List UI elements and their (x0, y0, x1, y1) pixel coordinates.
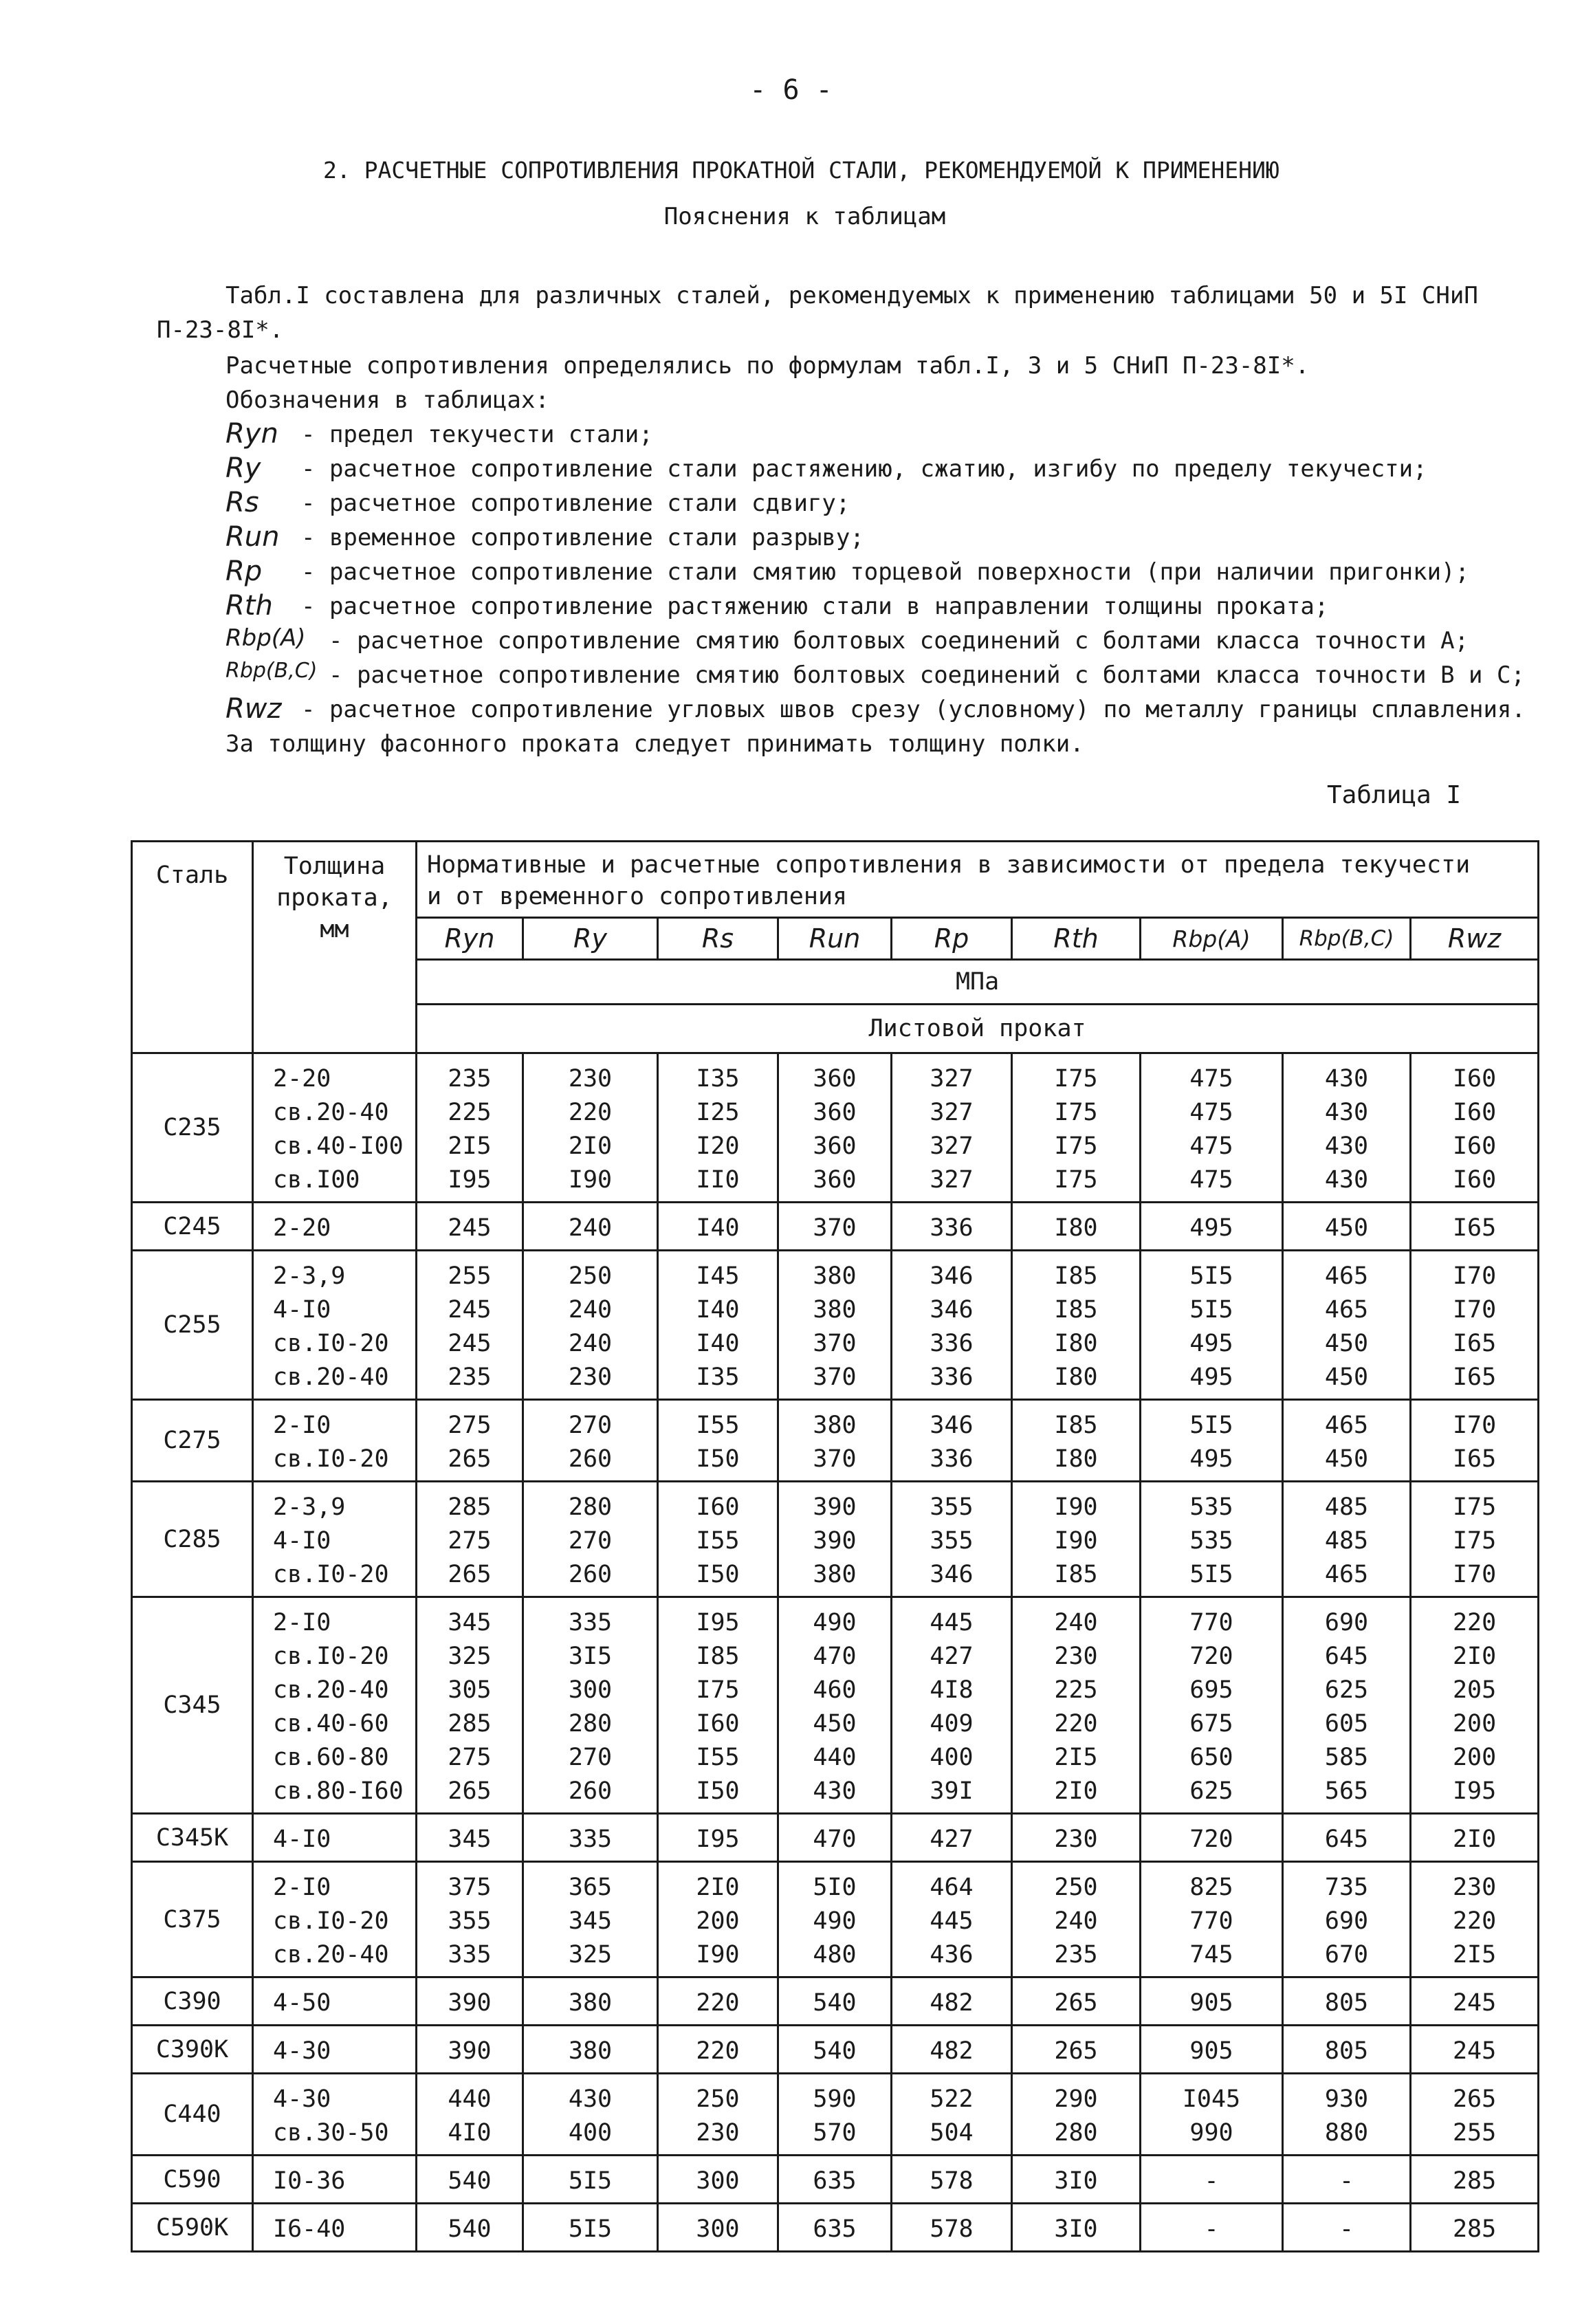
value-rs: I40 (658, 1203, 778, 1251)
value-rbp-bc: 465 450 (1283, 1400, 1411, 1482)
value-rth: 250 240 235 (1012, 1862, 1141, 1977)
legend-symbol: Ry (226, 452, 261, 484)
steel-grade: С590 (132, 2156, 253, 2204)
value-rbp-a: 475 475 475 475 (1141, 1053, 1283, 1203)
value-rth: 3I0 (1012, 2204, 1141, 2252)
table-row (132, 1203, 1539, 1251)
section-heading: 2. РАСЧЕТНЫЕ СОПРОТИВЛЕНИЯ ПРОКАТНОЙ СТАЛИ, РЕКОМЕНДУЕМОЙ К ПРИМЕНЕНИЮ (323, 157, 1279, 184)
legend-symbol: Rth (226, 590, 273, 622)
thickness-range: 2-3,9 4-I0 св.I0-20 (253, 1482, 417, 1597)
value-ryn: 440 4I0 (417, 2074, 523, 2156)
symbol-header-rth: Rth (1012, 918, 1141, 960)
value-rbp-a: I045 990 (1141, 2074, 1283, 2156)
value-rwz: 265 255 (1411, 2074, 1539, 2156)
value-rbp-bc: 430 430 430 430 (1283, 1053, 1411, 1203)
value-rp: 327 327 327 327 (892, 1053, 1012, 1203)
value-rbp-bc: 465 465 450 450 (1283, 1251, 1411, 1400)
value-run: 390 390 380 (778, 1482, 892, 1597)
value-rs: 2I0 200 I90 (658, 1862, 778, 1977)
value-run: 540 (778, 2026, 892, 2074)
value-rth: 265 (1012, 1977, 1141, 2026)
value-rp: 578 (892, 2156, 1012, 2204)
value-rbp-a: 495 (1141, 1203, 1283, 1251)
steel-grade: С345К (132, 1814, 253, 1862)
footnote-line: За толщину фасонного проката следует принимать толщину полки. (226, 730, 1084, 758)
value-rs: 300 (658, 2156, 778, 2204)
value-ry: 335 3I5 300 280 270 260 (523, 1597, 658, 1814)
intro-line-2: П-23-8I*. (157, 316, 284, 344)
value-rbp-a: 5I5 495 (1141, 1400, 1283, 1482)
legend-text: - расчетное сопротивление смятию болтовых соединений с болтами класса точности В и С; (329, 661, 1525, 689)
value-rwz: I75 I75 I70 (1411, 1482, 1539, 1597)
thickness-range: 4-30 (253, 2026, 417, 2074)
table-row (132, 2156, 1539, 2204)
value-ry: 380 (523, 1977, 658, 2026)
value-rbp-bc: - (1283, 2156, 1411, 2204)
value-rs: 220 (658, 1977, 778, 2026)
steel-grade: С390К (132, 2026, 253, 2074)
value-rwz: 245 (1411, 1977, 1539, 2026)
value-rs: I55 I50 (658, 1400, 778, 1482)
value-rs: I45 I40 I40 I35 (658, 1251, 778, 1400)
legend-text: - предел текучести стали; (301, 421, 653, 448)
value-rbp-bc: - (1283, 2204, 1411, 2252)
value-ryn: 345 325 305 285 275 265 (417, 1597, 523, 1814)
thickness-range: 2-I0 св.I0-20 св.20-40 св.40-60 св.60-80 св.80-I60 (253, 1597, 417, 1814)
value-rth: I85 I85 I80 I80 (1012, 1251, 1141, 1400)
steel-grade: С375 (132, 1862, 253, 1977)
value-rbp-bc: 450 (1283, 1203, 1411, 1251)
table-row (132, 1482, 1539, 1597)
resistance-table (131, 840, 1539, 2252)
table-row (132, 2204, 1539, 2252)
value-rth: 290 280 (1012, 2074, 1141, 2156)
thickness-range: 2-I0 св.I0-20 св.20-40 (253, 1862, 417, 1977)
unit-row: МПа (417, 960, 1539, 1005)
table-row (132, 1597, 1539, 1814)
value-ry: 335 (523, 1814, 658, 1862)
intro-line-3: Расчетные сопротивления определялись по формулам табл.I, 3 и 5 СНиП П-23-8I*. (226, 352, 1310, 380)
thickness-range: I6-40 (253, 2204, 417, 2252)
table-row (132, 1053, 1539, 1203)
group-header: Нормативные и расчетные сопротивления в зависимости от предела текучести и от временного сопротивления (417, 842, 1539, 918)
thickness-range: 4-I0 (253, 1814, 417, 1862)
value-ryn: 540 (417, 2204, 523, 2252)
symbol-header-ry: Ry (523, 918, 658, 960)
value-rbp-bc: 805 (1283, 2026, 1411, 2074)
value-rwz: 245 (1411, 2026, 1539, 2074)
value-ry: 380 (523, 2026, 658, 2074)
value-rwz: I70 I65 (1411, 1400, 1539, 1482)
table-row (132, 1814, 1539, 1862)
legend-text: - временное сопротивление стали разрыву; (301, 524, 864, 551)
value-run: 380 380 370 370 (778, 1251, 892, 1400)
value-ryn: 390 (417, 1977, 523, 2026)
value-run: 360 360 360 360 (778, 1053, 892, 1203)
value-rbp-a: 905 (1141, 2026, 1283, 2074)
thickness-range: 4-50 (253, 1977, 417, 2026)
value-rbp-a: - (1141, 2156, 1283, 2204)
value-rth: 3I0 (1012, 2156, 1141, 2204)
value-run: 5I0 490 480 (778, 1862, 892, 1977)
thickness-range: 2-20 (253, 1203, 417, 1251)
value-rbp-bc: 485 485 465 (1283, 1482, 1411, 1597)
value-ryn: 375 355 335 (417, 1862, 523, 1977)
page-number: - 6 - (749, 74, 833, 106)
steel-grade: С390 (132, 1977, 253, 2026)
legend-symbol: Run (226, 521, 280, 553)
value-ry: 5I5 (523, 2204, 658, 2252)
value-ryn: 345 (417, 1814, 523, 1862)
value-rbp-bc: 930 880 (1283, 2074, 1411, 2156)
value-ryn: 245 (417, 1203, 523, 1251)
value-rth: I75 I75 I75 I75 (1012, 1053, 1141, 1203)
value-rbp-a: 720 (1141, 1814, 1283, 1862)
symbol-header-rbp-a: Rbp(A) (1141, 918, 1283, 960)
symbol-header-rbp-bc: Rbp(B,C) (1283, 918, 1411, 960)
value-ryn: 255 245 245 235 (417, 1251, 523, 1400)
steel-grade: С275 (132, 1400, 253, 1482)
value-ryn: 390 (417, 2026, 523, 2074)
value-rs: I60 I55 I50 (658, 1482, 778, 1597)
thickness-range: 2-I0 св.I0-20 (253, 1400, 417, 1482)
symbol-header-rwz: Rwz (1411, 918, 1539, 960)
value-run: 380 370 (778, 1400, 892, 1482)
thickness-range: 2-3,9 4-I0 св.I0-20 св.20-40 (253, 1251, 417, 1400)
value-rbp-a: 905 (1141, 1977, 1283, 2026)
value-rbp-bc: 805 (1283, 1977, 1411, 2026)
value-rth: I90 I90 I85 (1012, 1482, 1141, 1597)
value-rp: 464 445 436 (892, 1862, 1012, 1977)
value-run: 540 (778, 1977, 892, 2026)
steel-grade: С345 (132, 1597, 253, 1814)
value-ry: 5I5 (523, 2156, 658, 2204)
value-run: 635 (778, 2204, 892, 2252)
value-rs: 220 (658, 2026, 778, 2074)
table-row (132, 2074, 1539, 2156)
value-ryn: 235 225 2I5 I95 (417, 1053, 523, 1203)
value-rbp-a: 5I5 5I5 495 495 (1141, 1251, 1283, 1400)
steel-grade: С245 (132, 1203, 253, 1251)
value-rbp-bc: 645 (1283, 1814, 1411, 1862)
value-rth: I80 (1012, 1203, 1141, 1251)
value-rs: I95 I85 I75 I60 I55 I50 (658, 1597, 778, 1814)
value-rwz: 285 (1411, 2156, 1539, 2204)
value-rwz: 230 220 2I5 (1411, 1862, 1539, 1977)
value-rbp-a: 770 720 695 675 650 625 (1141, 1597, 1283, 1814)
value-rs: 250 230 (658, 2074, 778, 2156)
value-rp: 445 427 4I8 409 400 39I (892, 1597, 1012, 1814)
intro-line-4: Обозначения в таблицах: (226, 386, 549, 414)
steel-grade: С590К (132, 2204, 253, 2252)
value-rp: 482 (892, 2026, 1012, 2074)
table-row (132, 1400, 1539, 1482)
legend-symbol: Rwz (226, 693, 282, 725)
legend-symbol: Rbp(B,C) (226, 659, 318, 683)
value-ryn: 275 265 (417, 1400, 523, 1482)
symbol-header-run: Run (778, 918, 892, 960)
value-rth: 265 (1012, 2026, 1141, 2074)
value-rbp-bc: 690 645 625 605 585 565 (1283, 1597, 1411, 1814)
legend-symbol: Rbp(A) (226, 624, 306, 652)
value-ryn: 540 (417, 2156, 523, 2204)
value-rbp-a: - (1141, 2204, 1283, 2252)
value-ry: 270 260 (523, 1400, 658, 1482)
value-rwz: 220 2I0 205 200 200 I95 (1411, 1597, 1539, 1814)
table-row (132, 1251, 1539, 1400)
value-rp: 482 (892, 1977, 1012, 2026)
value-rwz: I70 I70 I65 I65 (1411, 1251, 1539, 1400)
legend-symbol: Rp (226, 556, 263, 587)
value-rp: 578 (892, 2204, 1012, 2252)
intro-line-1: Табл.I составлена для различных сталей, рекомендуемых к применению таблицами 50 и 5I СНиП (226, 282, 1478, 309)
value-ry: 240 (523, 1203, 658, 1251)
value-rbp-a: 825 770 745 (1141, 1862, 1283, 1977)
symbol-header-ryn: Ryn (417, 918, 523, 960)
legend-text: - расчетное сопротивление стали сдвигу; (301, 490, 850, 517)
value-rp: 346 336 (892, 1400, 1012, 1482)
legend-text: - расчетное сопротивление стали растяжению, сжатию, изгибу по пределу текучести; (301, 455, 1427, 483)
value-rp: 427 (892, 1814, 1012, 1862)
value-rs: 300 (658, 2204, 778, 2252)
value-rwz: 2I0 (1411, 1814, 1539, 1862)
value-ry: 430 400 (523, 2074, 658, 2156)
thickness-range: 4-30 св.30-50 (253, 2074, 417, 2156)
symbol-header-rs: Rs (658, 918, 778, 960)
column-header-thickness: Толщина проката, мм (253, 842, 417, 1053)
table-row (132, 1862, 1539, 1977)
value-rs: I35 I25 I20 II0 (658, 1053, 778, 1203)
column-header-steel: Сталь (132, 842, 253, 1053)
legend-text: - расчетное сопротивление стали смятию торцевой поверхности (при наличии пригонки); (301, 558, 1469, 586)
value-ry: 250 240 240 230 (523, 1251, 658, 1400)
value-rth: 230 (1012, 1814, 1141, 1862)
symbol-header-rp: Rp (892, 918, 1012, 960)
value-rwz: I65 (1411, 1203, 1539, 1251)
value-rp: 522 504 (892, 2074, 1012, 2156)
value-rth: I85 I80 (1012, 1400, 1141, 1482)
value-run: 370 (778, 1203, 892, 1251)
thickness-range: I0-36 (253, 2156, 417, 2204)
value-rp: 346 346 336 336 (892, 1251, 1012, 1400)
table-row (132, 1977, 1539, 2026)
steel-grade: С285 (132, 1482, 253, 1597)
legend-symbol: Ryn (226, 418, 278, 450)
steel-grade: С440 (132, 2074, 253, 2156)
value-rs: I95 (658, 1814, 778, 1862)
value-run: 590 570 (778, 2074, 892, 2156)
table-row (132, 2026, 1539, 2074)
legend-text: - расчетное сопротивление растяжению стали в направлении толщины проката; (301, 593, 1329, 620)
value-rth: 240 230 225 220 2I5 2I0 (1012, 1597, 1141, 1814)
value-rwz: 285 (1411, 2204, 1539, 2252)
steel-grade: С235 (132, 1053, 253, 1203)
value-rwz: I60 I60 I60 I60 (1411, 1053, 1539, 1203)
value-run: 490 470 460 450 440 430 (778, 1597, 892, 1814)
value-ry: 230 220 2I0 I90 (523, 1053, 658, 1203)
value-rp: 336 (892, 1203, 1012, 1251)
value-rbp-bc: 735 690 670 (1283, 1862, 1411, 1977)
value-rbp-a: 535 535 5I5 (1141, 1482, 1283, 1597)
value-rp: 355 355 346 (892, 1482, 1012, 1597)
value-run: 470 (778, 1814, 892, 1862)
steel-grade: С255 (132, 1251, 253, 1400)
value-ry: 280 270 260 (523, 1482, 658, 1597)
value-ry: 365 345 325 (523, 1862, 658, 1977)
legend-text: - расчетное сопротивление угловых швов срезу (условному) по металлу границы сплавления. (301, 696, 1526, 723)
section-title: Листовой прокат (417, 1005, 1539, 1053)
table-caption: Таблица I (1327, 781, 1462, 809)
value-ryn: 285 275 265 (417, 1482, 523, 1597)
section-subheading: Пояснения к таблицам (663, 203, 946, 230)
legend-symbol: Rs (226, 487, 259, 518)
thickness-range: 2-20 св.20-40 св.40-I00 св.I00 (253, 1053, 417, 1203)
value-run: 635 (778, 2156, 892, 2204)
legend-text: - расчетное сопротивление смятию болтовых соединений с болтами класса точности А; (329, 627, 1469, 655)
